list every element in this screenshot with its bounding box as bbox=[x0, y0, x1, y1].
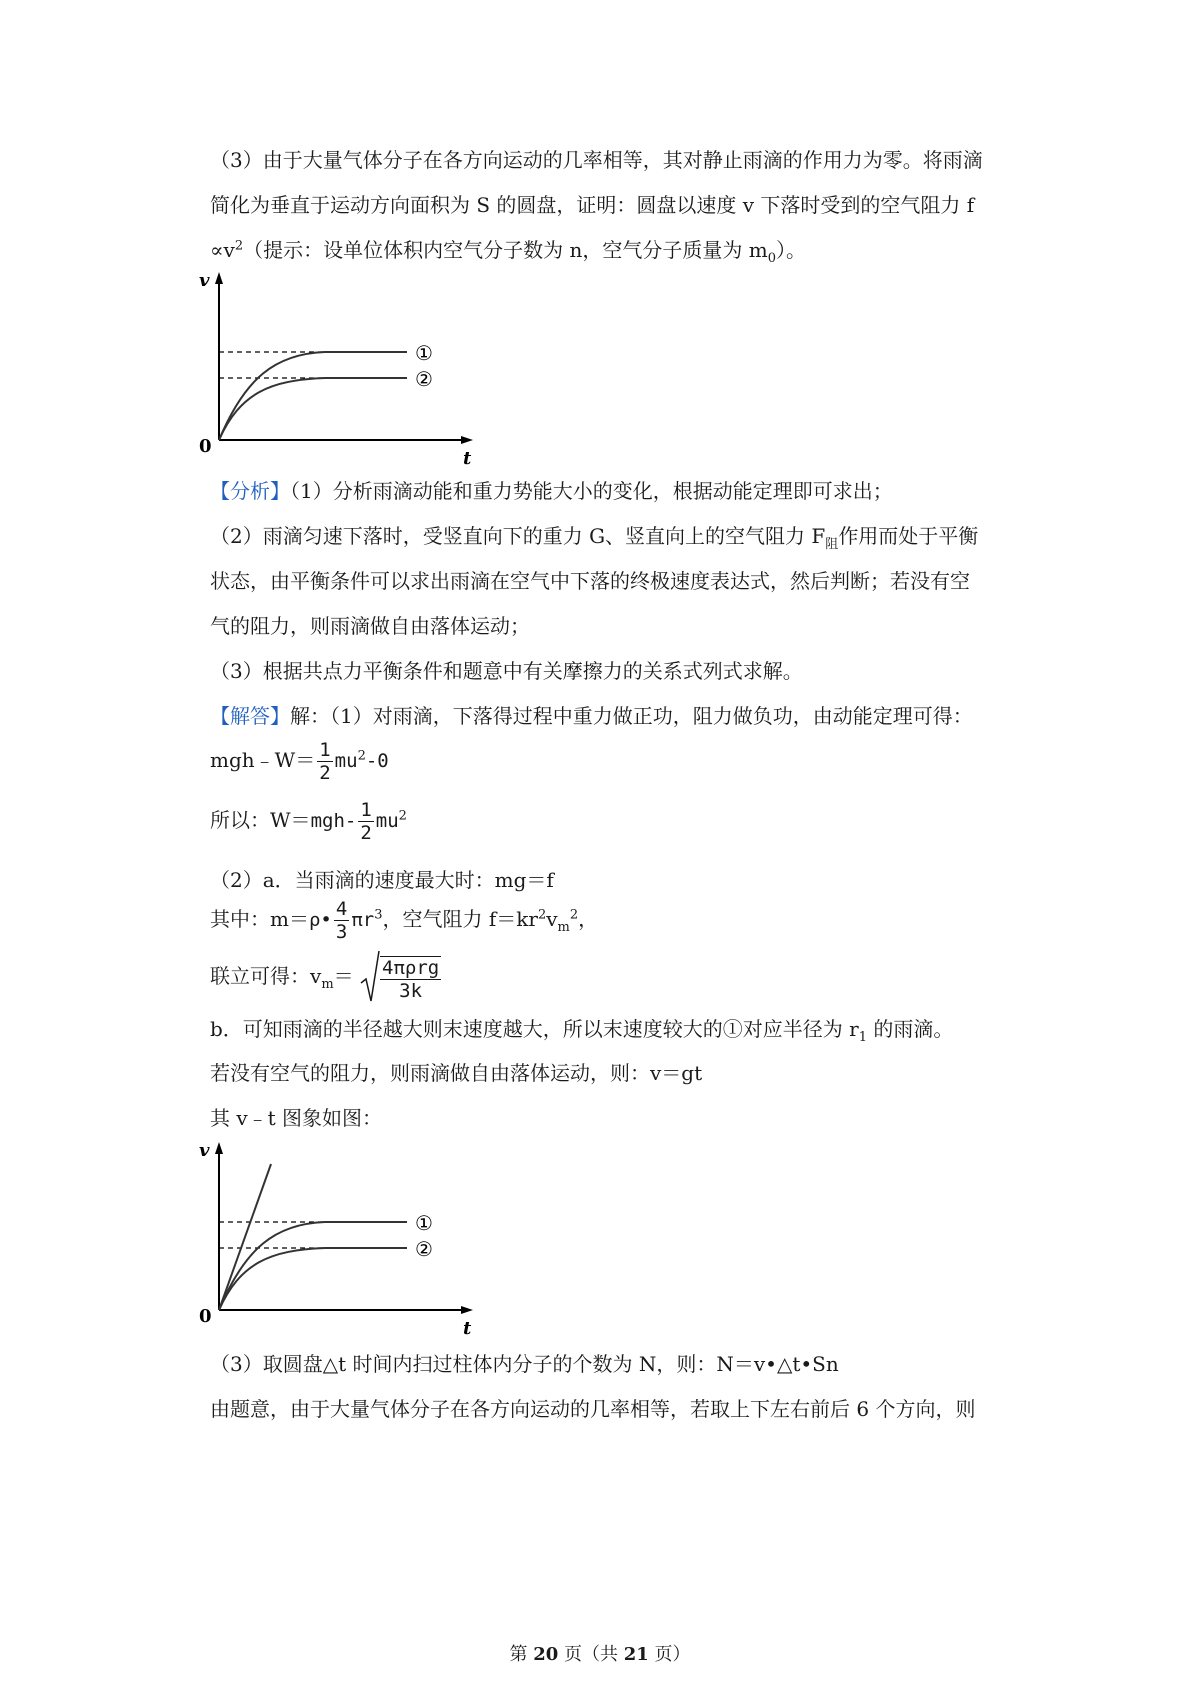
curve1-label: ① bbox=[415, 341, 433, 365]
problem3-line1: （3）由于大量气体分子在各方向运动的几率相等，其对静止雨滴的作用力为零。将雨滴 bbox=[210, 148, 983, 172]
analysis-line5: （3）根据共点力平衡条件和题意中有关摩擦力的关系式列式求解。 bbox=[210, 659, 803, 683]
v-axis-label: v bbox=[199, 1140, 210, 1161]
answer-line9: 由题意，由于大量气体分子在各方向运动的几率相等，若取上下左右前后 6 个方向，则 bbox=[210, 1397, 976, 1421]
problem3-line2: 简化为垂直于运动方向面积为 S 的圆盘，证明：圆盘以速度 v 下落时受到的空气阻力 f bbox=[210, 193, 975, 217]
answer-line2: （2）a．当雨滴的速度最大时：mg＝f bbox=[210, 868, 554, 892]
curve2-label: ② bbox=[415, 1237, 433, 1261]
curve2-label: ② bbox=[415, 367, 433, 391]
answer-line1: 【解答】解：（1）对雨滴，下落得过程中重力做正功，阻力做负功，由动能定理可得： bbox=[210, 704, 973, 728]
equation-1: mgh﹣W＝ $\frac{1}{2}$ $mu^2-0$ bbox=[210, 739, 389, 784]
answer-line8: （3）取圆盘△t 时间内扫过柱体内分子的个数为 N，则：N＝v•△t•Sn bbox=[210, 1352, 839, 1376]
vt-graph-2 bbox=[195, 1138, 495, 1338]
origin-label: 0 bbox=[199, 1306, 212, 1327]
problem3-line3: $\propto v^2$（提示：设单位体积内空气分子数为 n，空气分子质量为 $m_0$）。 bbox=[210, 238, 806, 266]
t-axis-label: t bbox=[463, 1318, 472, 1338]
answer-line6: 若没有空气的阻力，则雨滴做自由落体运动，则：v＝gt bbox=[210, 1061, 703, 1085]
equation-4: 联立可得：$v_m=$ $\frac{\text{4πρrg}}{3k}$ bbox=[210, 952, 443, 1002]
page-number: 20 bbox=[533, 1644, 559, 1665]
analysis-tag: 【分析】 bbox=[210, 479, 290, 503]
page-footer: 第 20 页（共 21 页） bbox=[509, 1644, 691, 1665]
origin-label: 0 bbox=[199, 436, 212, 457]
answer-tag: 【解答】 bbox=[210, 704, 290, 728]
vt-graph-1 bbox=[195, 268, 495, 468]
equation-3: 其中：m＝ρ• $\frac{4}{3}$ $\pi r^3$，空气阻力 $f=kr^2v_m^2$， bbox=[210, 898, 599, 943]
analysis-line3: 状态，由平衡条件可以求出雨滴在空气中下落的终极速度表达式，然后判断；若没有空 bbox=[210, 569, 970, 593]
equation-2: 所以：W＝mgh- $\frac{1}{2}$ $mu^2$ bbox=[210, 799, 407, 844]
analysis-line1: 【分析】（1）分析雨滴动能和重力势能大小的变化，根据动能定理即可求出； bbox=[210, 479, 893, 503]
v-axis-label: v bbox=[199, 270, 210, 291]
analysis-line2: （2）雨滴匀速下落时，受竖直向下的重力 G、竖直向上的空气阻力 $F_阻$作用而处于平衡 bbox=[210, 524, 979, 552]
curve1-label: ① bbox=[415, 1211, 433, 1235]
page-total: 21 bbox=[623, 1644, 649, 1665]
answer-line7: 其 v﹣t 图象如图： bbox=[210, 1106, 383, 1130]
t-axis-label: t bbox=[463, 448, 472, 468]
answer-line5: b．可知雨滴的半径越大则末速度越大，所以末速度较大的①对应半径为 $r_1$ 的雨滴。 bbox=[210, 1017, 954, 1045]
analysis-line4: 气的阻力，则雨滴做自由落体运动； bbox=[210, 614, 530, 638]
